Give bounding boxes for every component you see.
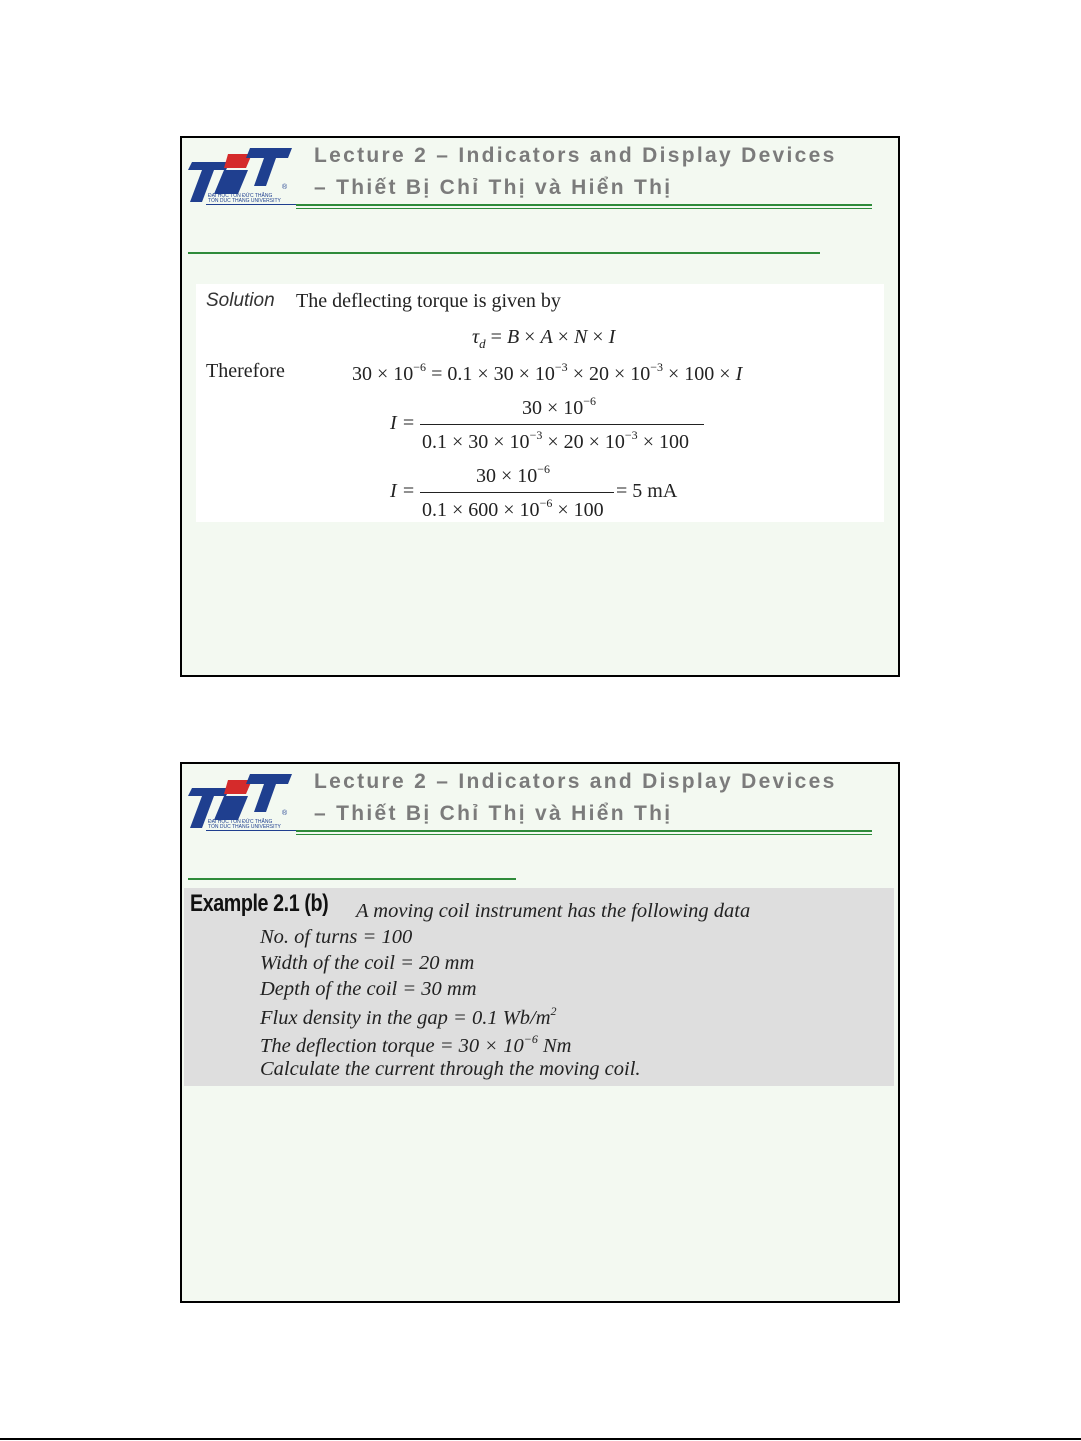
example-line-depth: Depth of the coil = 30 mm	[260, 978, 477, 1000]
equation-3-lhs: I =	[390, 412, 416, 434]
equation-4-result: = 5 mA	[616, 480, 678, 502]
solution-box	[196, 284, 884, 522]
example-line-width: Width of the coil = 20 mm	[260, 952, 475, 974]
title-underline-top	[296, 830, 872, 832]
title-underline-top	[296, 204, 872, 206]
registered-mark: ®	[282, 810, 288, 817]
example-line-flux: Flux density in the gap = 0.1 $Wb/m^2$	[260, 1004, 557, 1029]
equation-3-numerator: $30 \times 10^{-6}$	[522, 394, 597, 419]
title-line-2: – Thiết Bị Chỉ Thị và Hiển Thị	[314, 802, 673, 825]
slide-2	[180, 762, 900, 1303]
example-line-turns: No. of turns = 100	[260, 926, 413, 948]
slide-1	[180, 136, 900, 677]
logo-subtitle-line2: TON DUC THANG UNIVERSITY	[208, 198, 281, 204]
title-line-1: Lecture 2 – Indicators and Display Devices	[314, 144, 837, 167]
therefore-label: Therefore	[206, 360, 285, 382]
content-divider	[188, 252, 820, 254]
example-heading: Example 2.1 (b)	[190, 890, 329, 917]
equation-substitution: $30 \times 10^{-6} = 0.1 \times 30 \times 10^{-3} \times 20 \times 10^{-3} \times 100 \times I$	[352, 360, 743, 385]
solution-intro: The deflecting torque is given by	[296, 290, 561, 312]
equation-torque: $\tau_d = B \times A \times N \times I$	[472, 326, 616, 351]
title-line-2: – Thiết Bị Chỉ Thị và Hiển Thị	[314, 176, 673, 199]
slide-title	[314, 140, 904, 204]
example-intro: A moving coil instrument has the following data	[356, 900, 751, 922]
content-divider	[188, 878, 516, 880]
page-bottom-border	[0, 1438, 1081, 1440]
title-line-1: Lecture 2 – Indicators and Display Devices	[314, 770, 837, 793]
equation-3-denominator: $0.1 \times 30 \times 10^{-3} \times 20 \times 10^{-3} \times 100$	[422, 428, 689, 453]
equation-4-denominator: $0.1 \times 600 \times 10^{-6} \times 100$	[422, 496, 604, 521]
example-box	[184, 888, 894, 1086]
equation-4-numerator: $30 \times 10^{-6}$	[476, 462, 551, 487]
logo-subtitle	[208, 820, 281, 830]
registered-mark: ®	[282, 184, 288, 191]
solution-label: Solution	[206, 290, 275, 311]
title-underline-bottom	[296, 208, 872, 209]
logo-subtitle-line1: ĐẠI HỌC TÔN ĐỨC THẮNG	[208, 193, 273, 199]
tdt-logo	[184, 768, 296, 832]
slide-title	[314, 766, 904, 830]
logo-subtitle	[208, 194, 281, 204]
example-line-torque: The deflection torque = $30 \times 10^{-6}$ Nm	[260, 1032, 572, 1057]
equation-4-lhs: I =	[390, 480, 416, 502]
equation-4-fraction-bar	[420, 492, 614, 493]
tdt-logo	[184, 142, 296, 206]
logo-subtitle-line2: TON DUC THANG UNIVERSITY	[208, 824, 281, 830]
example-line-question: Calculate the current through the moving coil.	[260, 1058, 641, 1080]
title-underline-bottom	[296, 834, 872, 835]
equation-3-fraction-bar	[420, 424, 704, 425]
logo-subtitle-line1: ĐẠI HỌC TÔN ĐỨC THẮNG	[208, 819, 273, 825]
